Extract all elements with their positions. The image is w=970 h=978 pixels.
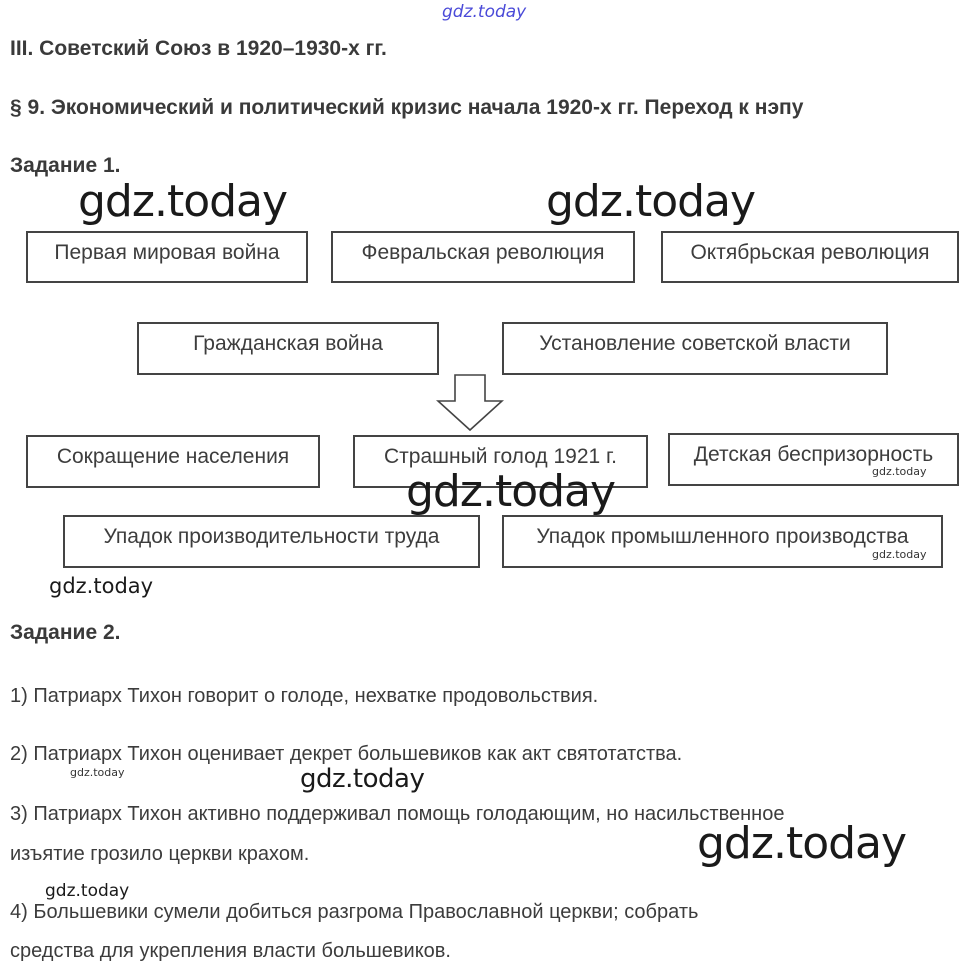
diagram-box-homeless-children: Детская беспризорность [668, 433, 959, 486]
watermark-medium: gdz.today [49, 574, 154, 598]
watermark-big: gdz.today [546, 176, 756, 227]
watermark-big: gdz.today [78, 176, 288, 227]
watermark-small: gdz.today [872, 548, 927, 561]
watermark-big: gdz.today [697, 818, 907, 869]
task1-heading: Задание 1. [10, 154, 121, 177]
diagram-box-ww1: Первая мировая война [26, 231, 308, 283]
answer-line-4: 4) Большевики сумели добиться разгрома Православной церкви; собрать [10, 901, 699, 923]
diagram-box-october-revolution: Октябрьская революция [661, 231, 959, 283]
section-heading: III. Советский Союз в 1920–1930-х гг. [10, 37, 387, 60]
answer-line-2: 2) Патриарх Тихон оценивает декрет большевиков как акт святотатства. [10, 743, 683, 765]
answer-line-1: 1) Патриарх Тихон говорит о голоде, нехватке продовольствия. [10, 685, 599, 707]
watermark-big: gdz.today [406, 466, 616, 517]
watermark-small: gdz.today [872, 465, 927, 478]
diagram-box-famine-1921: Страшный голод 1921 г. [353, 435, 648, 488]
watermark-small: gdz.today [70, 766, 125, 779]
diagram-box-population-decline: Сокращение населения [26, 435, 320, 488]
diagram-box-civil-war: Гражданская война [137, 322, 439, 375]
diagram-box-labor-productivity: Упадок производительности труда [63, 515, 480, 568]
down-arrow-icon [436, 374, 504, 432]
answer-line-3-cont: изъятие грозило церкви крахом. [10, 843, 310, 865]
diagram-box-soviet-power: Установление советской власти [502, 322, 888, 375]
diagram-box-february-revolution: Февральская революция [331, 231, 635, 283]
watermark-medium: gdz.today [45, 881, 130, 901]
answer-line-4-cont: средства для укрепления власти большевиков. [10, 940, 451, 962]
paragraph-heading: § 9. Экономический и политический кризис начала 1920-х гг. Переход к нэпу [10, 96, 804, 119]
watermark-medium: gdz.today [300, 764, 425, 794]
watermark-top: gdz.today [442, 2, 527, 22]
task2-heading: Задание 2. [10, 621, 121, 644]
diagram-box-industrial-decline: Упадок промышленного производства [502, 515, 943, 568]
answer-line-3: 3) Патриарх Тихон активно поддерживал помощь голодающим, но насильственное [10, 803, 785, 825]
